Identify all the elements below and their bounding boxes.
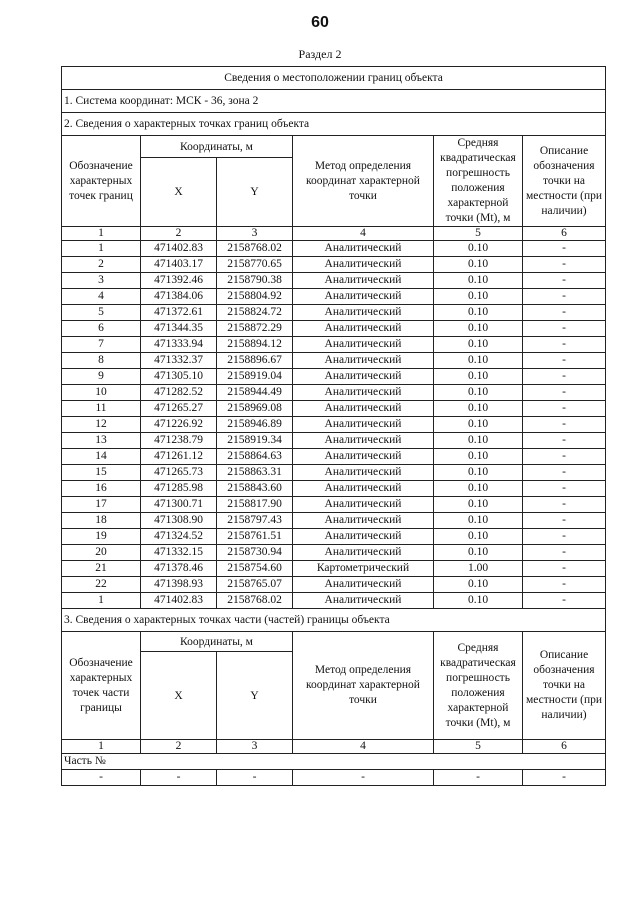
coord-x: 471285.98: [141, 481, 217, 497]
column-number: 3: [217, 740, 293, 754]
coord-y: 2158896.67: [217, 353, 293, 369]
part-header-x: X: [141, 652, 217, 740]
coord-y: 2158797.43: [217, 513, 293, 529]
description: -: [523, 337, 606, 353]
coord-y: 2158864.63: [217, 449, 293, 465]
column-numbers-row: [62, 227, 606, 241]
table-row: [62, 257, 606, 273]
table-row: [62, 449, 606, 465]
error: 0.10: [434, 481, 523, 497]
description: -: [523, 545, 606, 561]
method: Аналитический: [293, 289, 434, 305]
coord-x: 471398.93: [141, 577, 217, 593]
method: Аналитический: [293, 321, 434, 337]
header-error: Средняя квадратическая погрешность положения характерной точки (Mt), м: [434, 136, 523, 227]
part-row: [62, 770, 606, 786]
coord-x: 471402.83: [141, 241, 217, 257]
column-number: 6: [523, 227, 606, 241]
coord-x: 471384.06: [141, 289, 217, 305]
table-row: [62, 529, 606, 545]
coord-x: 471226.92: [141, 417, 217, 433]
method: Аналитический: [293, 305, 434, 321]
error: 0.10: [434, 593, 523, 609]
description: -: [523, 481, 606, 497]
part-column-numbers-row: [62, 740, 606, 754]
error: 0.10: [434, 369, 523, 385]
method: Аналитический: [293, 273, 434, 289]
error: 0.10: [434, 353, 523, 369]
error: 0.10: [434, 577, 523, 593]
method: Аналитический: [293, 577, 434, 593]
part-header-description: Описание обозначения точки на местности (при наличии): [523, 632, 606, 740]
description: -: [523, 241, 606, 257]
description: -: [523, 369, 606, 385]
column-number: 5: [434, 227, 523, 241]
coord-y: 2158790.38: [217, 273, 293, 289]
description: -: [523, 497, 606, 513]
table-row: [62, 369, 606, 385]
coord-x: 471300.71: [141, 497, 217, 513]
table-row: [62, 273, 606, 289]
column-number: 1: [62, 227, 141, 241]
description: -: [523, 561, 606, 577]
point-number: 16: [62, 481, 141, 497]
coord-y: 2158919.34: [217, 433, 293, 449]
point-number: 20: [62, 545, 141, 561]
part-header-error: Средняя квадратическая погрешность положения характерной точки (Mt), м: [434, 632, 523, 740]
point-number: 17: [62, 497, 141, 513]
table-row: [62, 337, 606, 353]
header-y: Y: [217, 158, 293, 227]
error: 0.10: [434, 321, 523, 337]
coord-y: 2158919.04: [217, 369, 293, 385]
section-label: Раздел 2: [298, 47, 342, 61]
point-number: 21: [62, 561, 141, 577]
description: -: [523, 417, 606, 433]
method: Аналитический: [293, 337, 434, 353]
description: -: [523, 353, 606, 369]
error: 0.10: [434, 289, 523, 305]
coord-x: 471344.35: [141, 321, 217, 337]
coord-y: 2158944.49: [217, 385, 293, 401]
column-number: 4: [293, 227, 434, 241]
boundary-table: [61, 66, 606, 786]
point-number: 2: [62, 257, 141, 273]
error: 0.10: [434, 273, 523, 289]
coord-x: 471308.90: [141, 513, 217, 529]
column-number: 2: [141, 740, 217, 754]
method: Аналитический: [293, 241, 434, 257]
description: -: [523, 385, 606, 401]
description: -: [523, 305, 606, 321]
coord-y: 2158946.89: [217, 417, 293, 433]
column-number: 3: [217, 227, 293, 241]
point-number: 18: [62, 513, 141, 529]
method: Аналитический: [293, 433, 434, 449]
error: 0.10: [434, 241, 523, 257]
column-number: 2: [141, 227, 217, 241]
coord-x: 471324.52: [141, 529, 217, 545]
coord-y: 2158730.94: [217, 545, 293, 561]
description: -: [523, 449, 606, 465]
column-number: 5: [434, 740, 523, 754]
method: Аналитический: [293, 465, 434, 481]
coord-y: 2158768.02: [217, 241, 293, 257]
section2-title: 2. Сведения о характерных точках границ объекта: [62, 113, 606, 136]
part-cell: -: [293, 770, 434, 786]
method: Аналитический: [293, 593, 434, 609]
part-cell: -: [217, 770, 293, 786]
table-row: [62, 593, 606, 609]
description: -: [523, 257, 606, 273]
part-cell: -: [434, 770, 523, 786]
method: Аналитический: [293, 353, 434, 369]
table-row: [62, 545, 606, 561]
table-row: [62, 289, 606, 305]
part-cell: -: [523, 770, 606, 786]
error: 0.10: [434, 529, 523, 545]
coord-y: 2158770.65: [217, 257, 293, 273]
header-x: X: [141, 158, 217, 227]
point-number: 11: [62, 401, 141, 417]
point-number: 7: [62, 337, 141, 353]
column-number: 1: [62, 740, 141, 754]
coord-x: 471402.83: [141, 593, 217, 609]
error: 0.10: [434, 385, 523, 401]
coord-x: 471265.27: [141, 401, 217, 417]
part-label: Часть №: [62, 754, 606, 770]
description: -: [523, 273, 606, 289]
coord-x: 471392.46: [141, 273, 217, 289]
header-method: Метод определения координат характерной точки: [293, 136, 434, 227]
section3-title: 3. Сведения о характерных точках части (частей) границы объекта: [62, 609, 606, 632]
method: Аналитический: [293, 449, 434, 465]
header-coordinates: Координаты, м: [141, 136, 293, 158]
point-number: 9: [62, 369, 141, 385]
coord-y: 2158761.51: [217, 529, 293, 545]
description: -: [523, 465, 606, 481]
coord-x: 471332.15: [141, 545, 217, 561]
coord-y: 2158754.60: [217, 561, 293, 577]
method: Аналитический: [293, 417, 434, 433]
method: Аналитический: [293, 545, 434, 561]
table-row: [62, 465, 606, 481]
coord-y: 2158969.08: [217, 401, 293, 417]
method: Картометрический: [293, 561, 434, 577]
coord-x: 471372.61: [141, 305, 217, 321]
table-row: [62, 561, 606, 577]
part-header-y: Y: [217, 652, 293, 740]
point-number: 22: [62, 577, 141, 593]
error: 0.10: [434, 257, 523, 273]
table-title: Сведения о местоположении границ объекта: [62, 67, 606, 90]
method: Аналитический: [293, 513, 434, 529]
table-row: [62, 321, 606, 337]
description: -: [523, 529, 606, 545]
coord-x: 471403.17: [141, 257, 217, 273]
table-row: [62, 401, 606, 417]
description: -: [523, 593, 606, 609]
description: -: [523, 401, 606, 417]
point-number: 1: [62, 593, 141, 609]
coord-x: 471265.73: [141, 465, 217, 481]
coord-y: 2158765.07: [217, 577, 293, 593]
coord-y: 2158804.92: [217, 289, 293, 305]
error: 0.10: [434, 465, 523, 481]
table-row: [62, 417, 606, 433]
coord-y: 2158863.31: [217, 465, 293, 481]
column-number: 6: [523, 740, 606, 754]
point-number: 10: [62, 385, 141, 401]
error: 0.10: [434, 497, 523, 513]
method: Аналитический: [293, 497, 434, 513]
point-number: 13: [62, 433, 141, 449]
error: 0.10: [434, 401, 523, 417]
description: -: [523, 289, 606, 305]
table-row: [62, 481, 606, 497]
method: Аналитический: [293, 401, 434, 417]
coord-x: 471333.94: [141, 337, 217, 353]
point-number: 3: [62, 273, 141, 289]
point-number: 1: [62, 241, 141, 257]
coord-x: 471261.12: [141, 449, 217, 465]
table-row: [62, 305, 606, 321]
method: Аналитический: [293, 257, 434, 273]
coord-y: 2158817.90: [217, 497, 293, 513]
point-number: 15: [62, 465, 141, 481]
description: -: [523, 321, 606, 337]
point-number: 14: [62, 449, 141, 465]
error: 0.10: [434, 337, 523, 353]
table-row: [62, 385, 606, 401]
method: Аналитический: [293, 481, 434, 497]
coord-x: 471305.10: [141, 369, 217, 385]
error: 0.10: [434, 449, 523, 465]
point-number: 4: [62, 289, 141, 305]
coord-x: 471332.37: [141, 353, 217, 369]
error: 0.10: [434, 545, 523, 561]
point-number: 12: [62, 417, 141, 433]
coord-x: 471238.79: [141, 433, 217, 449]
coord-x: 471282.52: [141, 385, 217, 401]
description: -: [523, 433, 606, 449]
column-number: 4: [293, 740, 434, 754]
error: 0.10: [434, 417, 523, 433]
part-cell: -: [141, 770, 217, 786]
coord-y: 2158894.12: [217, 337, 293, 353]
document-body: [61, 66, 605, 786]
coord-y: 2158872.29: [217, 321, 293, 337]
point-number: 19: [62, 529, 141, 545]
part-header-designation: Обозначение характерных точек части границы: [62, 632, 141, 740]
table-row: [62, 577, 606, 593]
table-row: [62, 353, 606, 369]
error: 1.00: [434, 561, 523, 577]
coord-x: 471378.46: [141, 561, 217, 577]
point-number: 5: [62, 305, 141, 321]
table-row: [62, 513, 606, 529]
part-header-coordinates: Координаты, м: [141, 632, 293, 652]
method: Аналитический: [293, 369, 434, 385]
page-number: 60: [311, 14, 329, 31]
coordinate-system: 1. Система координат: МСК - 36, зона 2: [62, 90, 606, 113]
error: 0.10: [434, 513, 523, 529]
error: 0.10: [434, 305, 523, 321]
method: Аналитический: [293, 529, 434, 545]
point-number: 6: [62, 321, 141, 337]
table-row: [62, 497, 606, 513]
coord-y: 2158843.60: [217, 481, 293, 497]
error: 0.10: [434, 433, 523, 449]
header-description: Описание обозначения точки на местности (при наличии): [523, 136, 606, 227]
part-cell: -: [62, 770, 141, 786]
table-row: [62, 433, 606, 449]
point-number: 8: [62, 353, 141, 369]
description: -: [523, 577, 606, 593]
table-row: [62, 241, 606, 257]
header-designation: Обозначение характерных точек границ: [62, 136, 141, 227]
method: Аналитический: [293, 385, 434, 401]
coord-y: 2158824.72: [217, 305, 293, 321]
coord-y: 2158768.02: [217, 593, 293, 609]
description: -: [523, 513, 606, 529]
part-header-method: Метод определения координат характерной точки: [293, 632, 434, 740]
